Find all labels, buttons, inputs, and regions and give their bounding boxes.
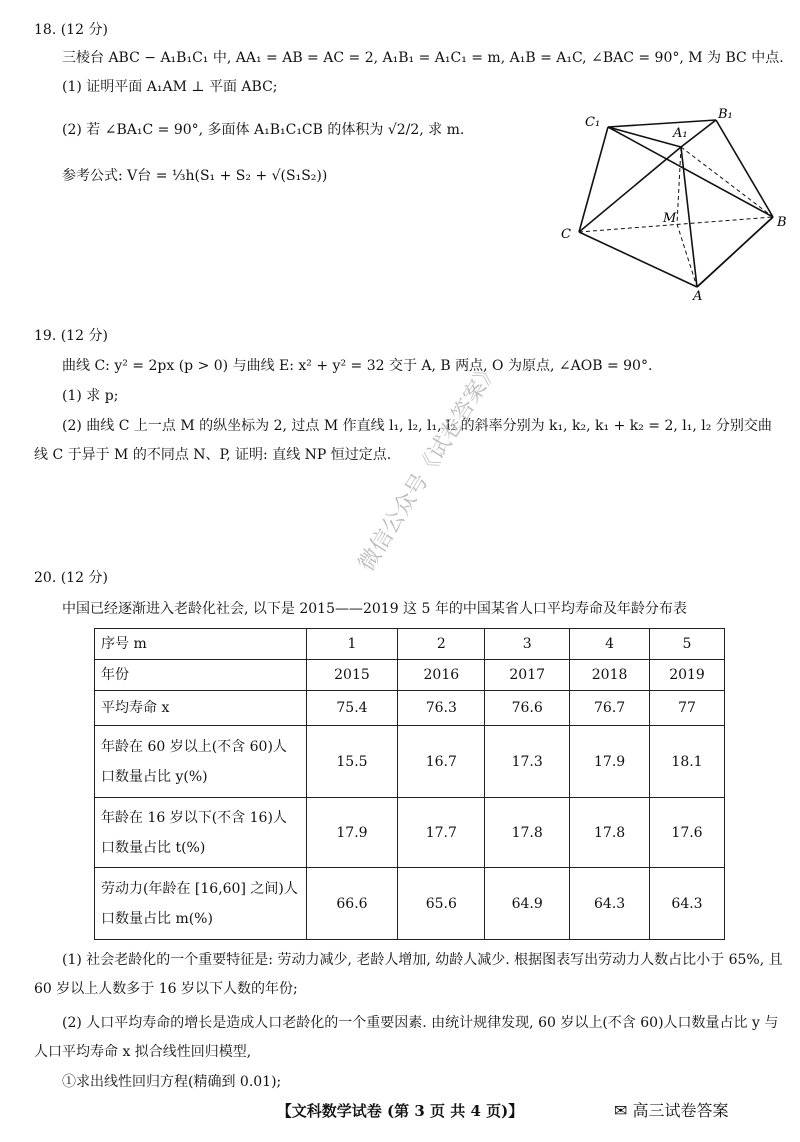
cell: 15.5	[306, 726, 398, 798]
q19-header: 19. (12 分)	[34, 328, 108, 344]
prism-figure	[555, 104, 799, 304]
table-row	[95, 798, 725, 868]
row-label: 年龄在 16 岁以下(不含 16)人口数量占比 t(%)	[95, 798, 307, 868]
q20-part2: (2) 人口平均寿命的增长是造成人口老龄化的一个重要因素. 由统计规律发现, 60 岁以上(不含 60)人口数量占比 y 与人口平均寿命 x 拟合线性回归模型,	[34, 1015, 779, 1060]
cell: 76.3	[398, 691, 485, 726]
cell: 66.6	[306, 868, 398, 940]
label-c: C	[561, 227, 571, 242]
edge-c-a	[579, 232, 697, 287]
edge-a1-b-hidden	[681, 147, 773, 217]
cell: 17.9	[570, 726, 650, 798]
table-row	[95, 691, 725, 726]
cell: 17.8	[570, 798, 650, 868]
edge-c1-b1	[608, 120, 716, 127]
cell: 17.7	[398, 798, 485, 868]
row-label: 序号 m	[95, 629, 307, 660]
cell: 2	[398, 629, 485, 660]
row-label: 劳动力(年龄在 [16,60] 之间)人口数量占比 m(%)	[95, 868, 307, 940]
cell: 3	[485, 629, 570, 660]
q18-stem: 三棱台 ABC − A₁B₁C₁ 中, AA₁ = AB = AC = 2, A₁B₁ = A₁C₁ = m, A₁B = A₁C, ∠BAC = 90°, M 为 BC 中点.	[62, 50, 784, 66]
wechat-badge	[614, 1098, 729, 1121]
row-label: 年龄在 60 岁以上(不含 60)人口数量占比 y(%)	[95, 726, 307, 798]
edge-a-b-outer	[697, 217, 773, 287]
cell: 17.8	[485, 798, 570, 868]
watermark: 微信公众号《试卷答案》	[354, 357, 504, 576]
cell: 2017	[485, 660, 570, 691]
q20-header: 20. (12 分)	[34, 570, 108, 586]
cell: 2016	[398, 660, 485, 691]
page-footer: 【文科数学试卷 (第 3 页 共 4 页)】	[276, 1102, 524, 1120]
row-label: 平均寿命 x	[95, 691, 307, 726]
table-row	[95, 660, 725, 691]
cell: 75.4	[306, 691, 398, 726]
data-table	[94, 628, 725, 940]
cell: 76.7	[570, 691, 650, 726]
label-b: B	[777, 215, 787, 230]
q19-part1: (1) 求 p;	[62, 388, 119, 404]
q18-formula: 参考公式: V台 = ⅓h(S₁ + S₂ + √(S₁S₂))	[62, 168, 328, 184]
cell: 2019	[650, 660, 725, 691]
cell: 5	[650, 629, 725, 660]
q20-intro: 中国已经逐渐进入老龄化社会, 以下是 2015——2019 这 5 年的中国某省人口平均寿命及年龄分布表	[62, 601, 687, 617]
q20-part2-1: ①求出线性回归方程(精确到 0.01);	[62, 1074, 282, 1090]
prism-diagram	[555, 104, 799, 304]
cell: 16.7	[398, 726, 485, 798]
row-label: 年份	[95, 660, 307, 691]
wechat-icon: ✉	[614, 1101, 628, 1120]
table-row	[95, 726, 725, 798]
cell: 4	[570, 629, 650, 660]
cell: 2015	[306, 660, 398, 691]
cell: 64.3	[650, 868, 725, 940]
cell: 65.6	[398, 868, 485, 940]
q18-part2: (2) 若 ∠BA₁C = 90°, 多面体 A₁B₁C₁CB 的体积为 √2/2, 求 m.	[62, 122, 465, 138]
cell: 64.9	[485, 868, 570, 940]
label-c1: C₁	[585, 115, 601, 130]
cell: 2018	[570, 660, 650, 691]
cell: 17.3	[485, 726, 570, 798]
q19-part2: (2) 曲线 C 上一点 M 的纵坐标为 2, 过点 M 作直线 l₁, l₂, l₁, l₂ 的斜率分别为 k₁, k₂, k₁ + k₂ = 2, l₁, l₂ 分别交曲线 C 于异于 M 的不同点 N、P, 证明: 直线 NP 恒过定点.	[34, 418, 772, 463]
q18-part1: (1) 证明平面 A₁AM ⊥ 平面 ABC;	[62, 79, 278, 95]
table-row	[95, 629, 725, 660]
cell: 17.9	[306, 798, 398, 868]
q20-part1: (1) 社会老龄化的一个重要特征是: 劳动力减少, 老龄人增加, 幼龄人减少. 根据图表写出劳动力人数占比小于 65%, 且 60 岁以上人数多于 16 岁以下人数的年份;	[34, 952, 783, 997]
q19-stem: 曲线 C: y² = 2px (p > 0) 与曲线 E: x² + y² = 32 交于 A, B 两点, O 为原点, ∠AOB = 90°.	[62, 358, 653, 374]
cell: 1	[306, 629, 398, 660]
wechat-badge-text: 高三试卷答案	[632, 1101, 729, 1120]
label-m: M	[663, 211, 677, 226]
edge-b1-b	[716, 120, 773, 217]
edge-a1-m-hidden	[677, 147, 681, 224]
cell: 76.6	[485, 691, 570, 726]
cell: 18.1	[650, 726, 725, 798]
q18-header: 18. (12 分)	[34, 22, 108, 38]
label-a1: A₁	[673, 126, 688, 141]
label-b1: B₁	[718, 107, 733, 122]
edge-c1-c	[579, 127, 608, 232]
label-a: A	[693, 289, 703, 304]
cell: 64.3	[570, 868, 650, 940]
table-row	[95, 868, 725, 940]
edge-c1-a1	[608, 127, 681, 147]
cell: 17.6	[650, 798, 725, 868]
cell: 77	[650, 691, 725, 726]
